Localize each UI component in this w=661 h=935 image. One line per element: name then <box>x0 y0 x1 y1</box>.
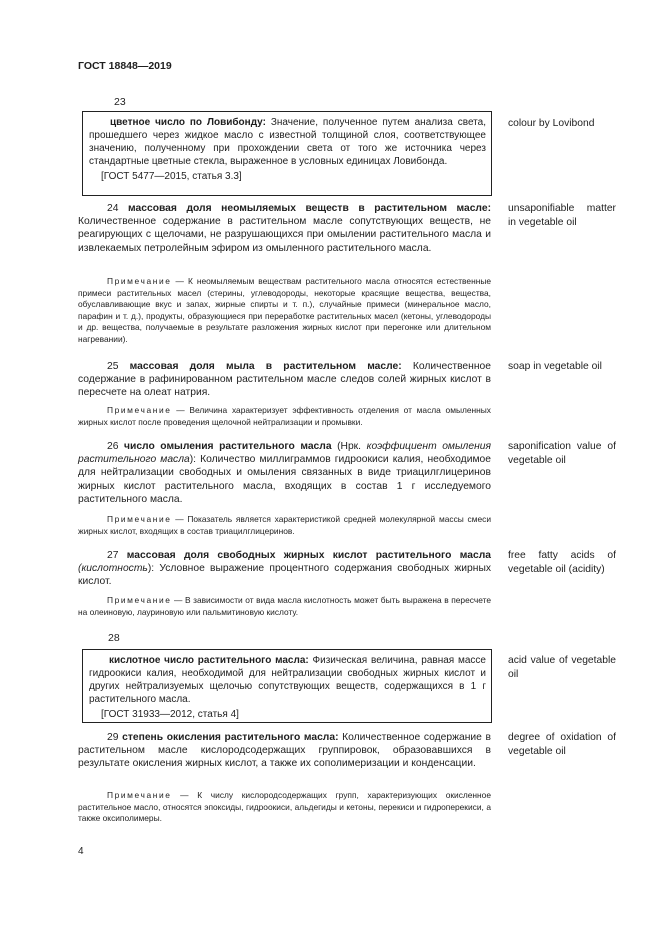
entry-note <box>78 405 491 428</box>
entry-note <box>78 514 491 537</box>
entry-note <box>78 595 491 618</box>
entry-text <box>83 650 491 708</box>
english-term: colour by Lovibond <box>508 118 595 129</box>
english-term: soap in vegetable oil <box>508 361 602 372</box>
entry-number: 24 <box>107 203 119 214</box>
entry-definition: Количественное содержание в рафинированном растительном масле следов солей жирных кислот в пересчете на олеат натрия. <box>78 361 491 399</box>
entry-term: массовая доля свободных жирных кислот растительного масла <box>126 550 491 561</box>
english-term: degree of oxidation of vegetable oil <box>508 732 616 757</box>
document-header: ГОСТ 18848—2019 <box>78 60 172 72</box>
entry-paragraph <box>78 549 491 589</box>
entry-text <box>83 112 491 170</box>
boxed-entry <box>82 649 492 723</box>
note-label: Примечание <box>107 405 172 415</box>
entry-number: 28 <box>108 632 120 644</box>
entry-term: кислотное число растительного масла: <box>109 655 309 666</box>
note-text: — Величина характеризует эффективность отделения от масла омыленных жирных кислот после проведения щелочной нейтрализации и промывки. <box>78 405 491 427</box>
note-text: — Показатель является характеристикой средней молекулярной массы смеси жирных кислот, входящих в состав триацилглицеринов. <box>78 514 491 536</box>
entry-term: массовая доля неомыляемых веществ в растительном масле: <box>128 203 491 214</box>
entry-definition: ): Количество миллиграммов гидроокиси калия, необходимое для нейтрализации свободных и омыления связанных в виде триацилглицеринов жирных кислот растительного масла, входящих в состав 1 г исследуемого растительного масла. <box>78 454 491 505</box>
entry-paragraph <box>78 440 491 506</box>
entry-definition-prefix: (Нрк. <box>331 441 367 452</box>
entry-definition: Значение, полученное путем анализа света, прошедшего через жидкое масло с известной толщиной слоя, соответствующее значению, полученному при прохождении света от того же источника через стандартные цветные стекла, выраженное в условных единицах Ловибонда. <box>89 117 486 167</box>
entry-note <box>78 276 491 345</box>
entry-paragraph <box>78 202 491 255</box>
note-label: Примечание <box>107 595 172 605</box>
boxed-entry <box>82 111 492 196</box>
english-term: free fatty acids of vegetable oil (acidity) <box>508 550 616 575</box>
note-label: Примечание <box>107 276 172 286</box>
entry-definition: Количественное содержание в растительном масле кислородсодержащих группировок, образовавшихся в результате окисления жирных кислот, а также их сополимеризации и конденсации. <box>78 732 491 770</box>
note-text: — К неомыляемым веществам растительного масла относятся естественные примеси растительных масел (стерины, углеводороды, некоторые красящие вещества, вещества, обуславливающие вкус и запах, жирные спирты и т. п.), случайные примеси (минеральное масло, парафин и т. д.), продукты, образующиеся при переработке растительных масел (кетоны, углеводороды и др. вещества, получаемые в результате разложения жирных кислот при перегонке или длительном нагревании). <box>78 276 491 344</box>
entry-number: 26 <box>107 441 119 452</box>
english-term: acid value of vegetable oil <box>508 655 616 680</box>
entry-definition-prefix: ( <box>78 563 82 575</box>
entry-note <box>78 790 491 825</box>
entry-definition: ): Условное выражение процентного содержания свободных жирных кислот. <box>78 563 491 588</box>
english-term: unsaponifiable matter in vegetable oil <box>508 203 616 228</box>
entry-paragraph <box>78 731 491 771</box>
entry-reference: [ГОСТ 5477—2015, статья 3.3] <box>101 171 242 182</box>
entry-number: 29 <box>107 732 119 743</box>
entry-term: массовая доля мыла в растительном масле: <box>129 361 402 372</box>
entry-reference: [ГОСТ 31933—2012, статья 4] <box>101 709 239 720</box>
entry-definition: Физическая величина, равная массе гидроокиси калия, необходимой для нейтрализации свободных жирных кислот и других нейтрализуемых щелочью сопутствующих веществ, содержащихся в 1 г растительного масла. <box>89 655 486 705</box>
note-text: — В зависимости от вида масла кислотность может быть выражена в пересчете на олеиновую, лауриновую или пальмитиновую кислоту. <box>78 595 491 617</box>
english-term: saponification value of vegetable oil <box>508 441 616 466</box>
entry-synonym: кислотность <box>81 563 148 575</box>
entry-term: цветное число по Ловибонду: <box>110 117 266 128</box>
entry-term: степень окисления растительного масла: <box>122 732 339 743</box>
entry-number: 23 <box>114 96 126 108</box>
note-label: Примечание <box>107 514 172 524</box>
entry-number: 25 <box>107 361 119 372</box>
entry-paragraph <box>78 360 491 400</box>
entry-term: число омыления растительного масла <box>124 441 332 452</box>
entry-definition: Количественное содержание в растительном масле сопутствующих веществ, не реагирующих с щелочами, не разрушающихся при омылении растительного масла и извлекаемых петролейным эфиром из омыленного растительного масла. <box>78 216 491 254</box>
page-number: 4 <box>78 846 84 857</box>
entry-number: 27 <box>107 550 119 561</box>
entry-deprecated-term: коэффициент омыления растительного масла <box>78 441 491 466</box>
note-text: — К числу кислородсодержащих групп, характеризующих окисленное растительное масло, относятся эпоксиды, гидроокиси, альдегиды и кетоны, перекиси и гидроперекиси, а также оксиполимеры. <box>78 790 491 823</box>
note-label: Примечание <box>107 790 172 800</box>
